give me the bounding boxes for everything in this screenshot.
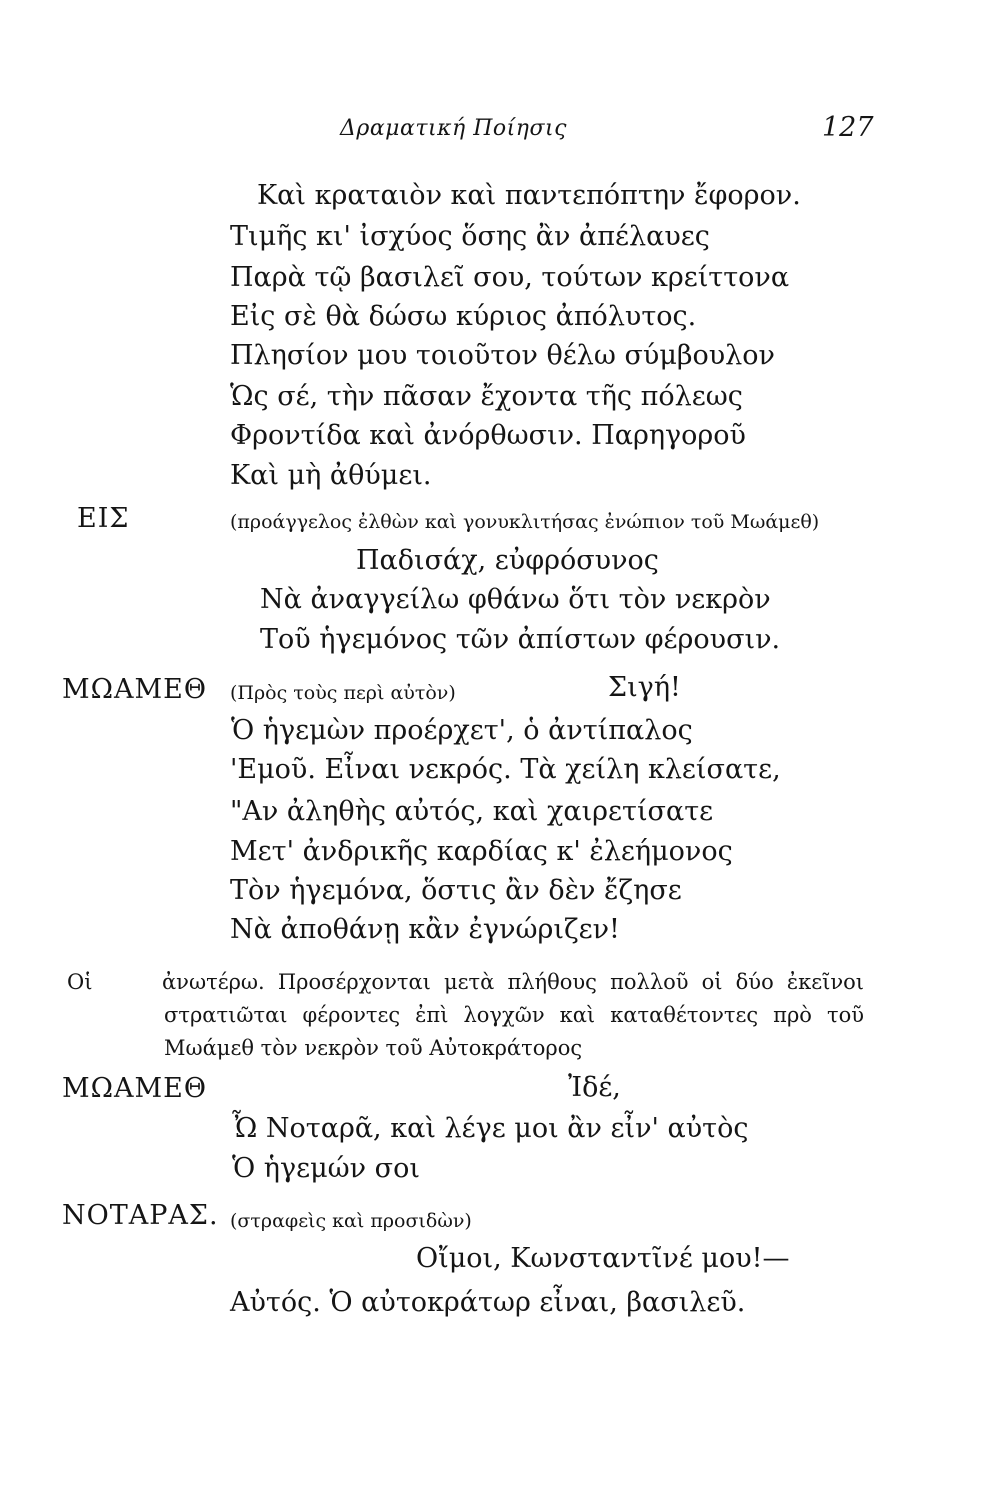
speaker-name: ΜΩΑΜΕΘ bbox=[62, 674, 208, 705]
verse-line: Ὁ ἡγεμὼν προέρχετ', ὁ ἀντίπαλος bbox=[231, 715, 693, 746]
page-number: 127 bbox=[822, 112, 874, 143]
verse-line: Μετ' ἀνδρικῆς καρδίας κ' ἐλεήμονος bbox=[230, 836, 733, 867]
stage-direction: (Πρὸς τοὺς περὶ αὐτὸν) bbox=[230, 682, 456, 704]
verse-line: Παρὰ τῷ βασιλεῖ σου, τούτων κρείττονα bbox=[230, 262, 790, 293]
verse-line: "Αν ἀληθὴς αὐτός, καὶ χαιρετίσατε bbox=[230, 796, 714, 827]
verse-line: Εἰς σὲ θὰ δώσω κύριος ἀπόλυτος. bbox=[230, 301, 697, 332]
stage-direction: (στραφεὶς καὶ προσιδὼν) bbox=[230, 1210, 472, 1232]
verse-line: Φροντίδα καὶ ἀνόρθωσιν. Παρηγοροῦ bbox=[230, 420, 746, 451]
verse-line: Ὡς σέ, τὴν πᾶσαν ἔχοντα τῆς πόλεως bbox=[230, 381, 743, 412]
stage-direction-line: Μωάμεθ τὸν νεκρὸν τοῦ Αὐτοκράτορος bbox=[164, 1036, 583, 1060]
verse-line: Ὁ ἡγεμών σοι bbox=[232, 1153, 420, 1184]
verse-line: Πλησίον μου τοιοῦτον θέλω σύμβουλον bbox=[230, 340, 775, 371]
speaker-name: ΝΟΤΑΡΑΣ. bbox=[62, 1200, 219, 1231]
verse-line: Τὸν ἡγεμόνα, ὅστις ἂν δὲν ἔζησε bbox=[230, 875, 682, 906]
speaker-name: ΜΩΑΜΕΘ bbox=[62, 1073, 208, 1104]
verse-line: Ὦ Νοταρᾶ, καὶ λέγε μοι ἂν εἶν' αὐτὸς bbox=[232, 1113, 749, 1144]
stage-direction-text: ἀνωτέρω. Προσέρχονται μετὰ πλήθους πολλοῦ οἱ δύο ἐκεῖνοι bbox=[162, 970, 864, 994]
speaker-name: ΕΙΣ bbox=[77, 503, 130, 534]
stage-direction: (προάγγελος ἐλθὼν καὶ γονυκλιτήσας ἐνώπιον τοῦ Μωάμεθ) bbox=[230, 511, 820, 533]
verse-line: Ἰδέ, bbox=[568, 1072, 621, 1103]
verse-line: Νὰ ἀποθάνῃ κἂν ἐγνώριζεν! bbox=[230, 914, 620, 945]
verse-line: Τιμῆς κι' ἰσχύος ὅσης ἂν ἀπέλαυες bbox=[230, 221, 710, 252]
stage-direction-line: στρατιῶται φέροντες ἐπὶ λογχῶν καὶ καταθέτοντες πρὸ τοῦ bbox=[164, 1003, 864, 1027]
verse-line: Νὰ ἀναγγείλω φθάνω ὅτι τὸν νεκρὸν bbox=[260, 584, 771, 615]
verse-line: Παδισάχ, εὐφρόσυνος bbox=[356, 545, 659, 576]
verse-line: Αὐτός. Ὁ αὐτοκράτωρ εἶναι, βασιλεῦ. bbox=[230, 1287, 746, 1318]
running-header-title: Δραματική Ποίησις bbox=[340, 116, 567, 141]
stage-direction-line bbox=[67, 966, 864, 999]
verse-line: Τοῦ ἡγεμόνος τῶν ἀπίστων φέρουσιν. bbox=[260, 624, 781, 655]
stage-direction-lead: Οἱ bbox=[67, 970, 93, 994]
verse-line: Καὶ μὴ ἀθύμει. bbox=[230, 460, 432, 491]
verse-line: 'Εμοῦ. Εἶναι νεκρός. Τὰ χείλη κλείσατε, bbox=[230, 754, 781, 785]
verse-line: Οἴμοι, Κωνσταντῖνέ μου!— bbox=[416, 1243, 790, 1274]
verse-line: Καὶ κραταιὸν καὶ παντεπόπτην ἔφορον. bbox=[257, 180, 801, 211]
verse-line: Σιγή! bbox=[608, 672, 681, 703]
stage-direction-block bbox=[67, 966, 864, 1065]
